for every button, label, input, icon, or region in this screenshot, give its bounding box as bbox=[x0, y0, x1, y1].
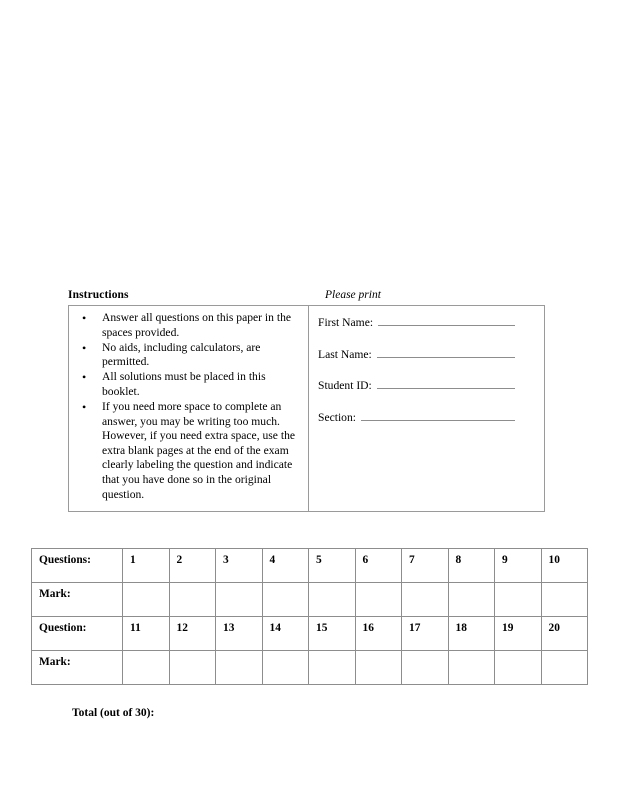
question-number-cell: 10 bbox=[541, 549, 588, 583]
question-number-cell: 6 bbox=[355, 549, 402, 583]
mark-entry-cell[interactable] bbox=[123, 651, 170, 685]
section-input[interactable] bbox=[361, 409, 515, 421]
list-item bbox=[73, 341, 302, 370]
question-number-cell: 3 bbox=[216, 549, 263, 583]
bullet-icon: • bbox=[82, 400, 87, 415]
mark-entry-cell[interactable] bbox=[123, 583, 170, 617]
last-name-label: Last Name: bbox=[318, 347, 372, 361]
instructions-list bbox=[73, 311, 302, 502]
bullet-icon: • bbox=[82, 370, 87, 385]
mark-entry-cell[interactable] bbox=[402, 651, 449, 685]
please-print-label: Please print bbox=[325, 289, 381, 301]
question-number-cell: 2 bbox=[169, 549, 216, 583]
list-item-text: No aids, including calculators, are permitted. bbox=[102, 340, 261, 369]
mark-entry-cell[interactable] bbox=[216, 583, 263, 617]
mark-entry-cell[interactable] bbox=[541, 583, 588, 617]
mark-entry-cell[interactable] bbox=[216, 651, 263, 685]
mark-entry-cell[interactable] bbox=[495, 651, 542, 685]
table-row bbox=[32, 549, 588, 583]
student-id-label: Student ID: bbox=[318, 379, 372, 392]
mark-entry-cell[interactable] bbox=[169, 651, 216, 685]
list-item bbox=[73, 311, 302, 340]
row-label: Question: bbox=[32, 617, 123, 651]
question-number-cell: 5 bbox=[309, 549, 356, 583]
mark-entry-cell[interactable] bbox=[495, 583, 542, 617]
question-number-cell: 1 bbox=[123, 549, 170, 583]
question-number-cell: 20 bbox=[541, 617, 588, 651]
first-name-input[interactable] bbox=[378, 314, 515, 326]
question-number-cell: 13 bbox=[216, 617, 263, 651]
question-number-cell: 4 bbox=[262, 549, 309, 583]
mark-entry-cell[interactable] bbox=[309, 583, 356, 617]
question-number-cell: 19 bbox=[495, 617, 542, 651]
mark-entry-cell[interactable] bbox=[541, 651, 588, 685]
instructions-cell bbox=[69, 306, 309, 511]
mark-entry-cell[interactable] bbox=[448, 583, 495, 617]
mark-entry-cell[interactable] bbox=[355, 583, 402, 617]
total-label: Total (out of 30): bbox=[72, 707, 155, 719]
last-name-input[interactable] bbox=[377, 346, 515, 358]
instructions-heading: Instructions bbox=[68, 289, 129, 301]
question-number-cell: 11 bbox=[123, 617, 170, 651]
marks-grid bbox=[31, 548, 588, 685]
student-id-input[interactable] bbox=[377, 377, 515, 389]
last-name-field-row bbox=[318, 346, 544, 362]
table-row bbox=[32, 583, 588, 617]
section-field-row bbox=[318, 409, 544, 425]
mark-entry-cell[interactable] bbox=[309, 651, 356, 685]
question-number-cell: 16 bbox=[355, 617, 402, 651]
row-label: Questions: bbox=[32, 549, 123, 583]
row-label: Mark: bbox=[32, 583, 123, 617]
first-name-label: First Name: bbox=[318, 316, 374, 329]
mark-entry-cell[interactable] bbox=[448, 651, 495, 685]
row-label: Mark: bbox=[32, 651, 123, 685]
table-row bbox=[32, 651, 588, 685]
mark-entry-cell[interactable] bbox=[262, 651, 309, 685]
first-name-field-row bbox=[318, 314, 544, 330]
question-number-cell: 8 bbox=[448, 549, 495, 583]
bullet-icon: • bbox=[82, 311, 87, 325]
instructions-info-box bbox=[68, 305, 545, 512]
bullet-icon: • bbox=[82, 340, 87, 355]
question-number-cell: 12 bbox=[169, 617, 216, 651]
question-number-cell: 9 bbox=[495, 549, 542, 583]
student-info-form bbox=[309, 306, 544, 511]
section-label: Section: bbox=[318, 410, 356, 424]
mark-entry-cell[interactable] bbox=[262, 583, 309, 617]
list-item-text: If you need more space to complete an answer, you may be writing too much. However, if you need extra space, use the extra blank pages at the end of the exam clearly labeling the question and indicate that you have done so in the original question. bbox=[102, 400, 296, 501]
table-row bbox=[32, 617, 588, 651]
list-item-text: Answer all questions on this paper in the spaces provided. bbox=[102, 311, 292, 339]
list-item bbox=[73, 400, 302, 502]
list-item-text: All solutions must be placed in this booklet. bbox=[102, 370, 266, 398]
mark-entry-cell[interactable] bbox=[402, 583, 449, 617]
mark-entry-cell[interactable] bbox=[169, 583, 216, 617]
list-item bbox=[73, 370, 302, 399]
info-box-header bbox=[68, 288, 546, 304]
question-number-cell: 18 bbox=[448, 617, 495, 651]
question-number-cell: 14 bbox=[262, 617, 309, 651]
mark-entry-cell[interactable] bbox=[355, 651, 402, 685]
student-id-field-row bbox=[318, 377, 544, 393]
question-number-cell: 7 bbox=[402, 549, 449, 583]
question-number-cell: 15 bbox=[309, 617, 356, 651]
question-number-cell: 17 bbox=[402, 617, 449, 651]
